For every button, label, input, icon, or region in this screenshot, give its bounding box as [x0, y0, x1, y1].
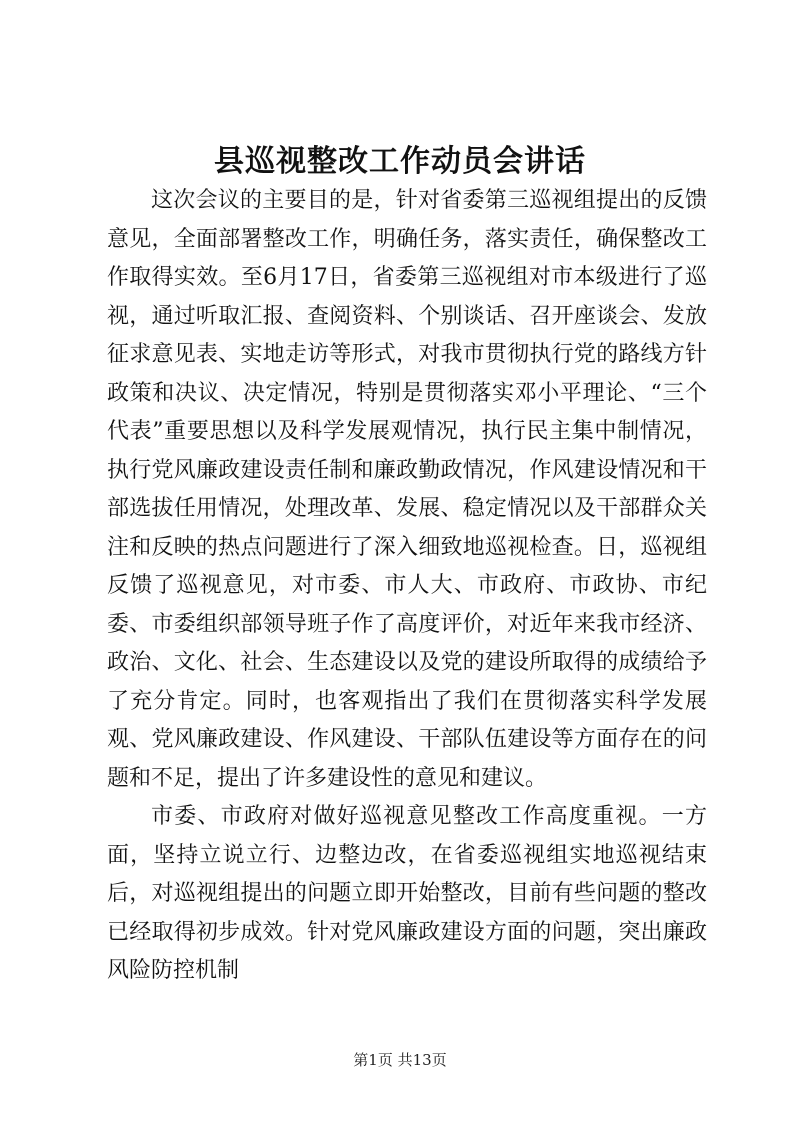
document-title: 县巡视整改工作动员会讲话: [214, 144, 586, 179]
paragraph: 这次会议的主要目的是，针对省委第三巡视组提出的反馈意见，全面部署整改工作，明确任务，落实责任，确保整改工作取得实效。至6月17日，省委第三巡视组对市本级进行了巡视，通过听取汇报、查阅资料、个别谈话、召开座谈会、发放征求意见表、实地走访等形式，对我市贯彻执行党的路线方针政策和决议、决定情况，特别是贯彻落实邓小平理论、“三个代表”重要思想以及科学发展观情况，执行民主集中制情况，执行党风廉政建设责任制和廉政勤政情况，作风建设情况和干部选拔任用情况，处理改革、发展、稳定情况以及干部群众关注和反映的热点问题进行了深入细致地巡视检查。日，巡视组反馈了巡视意见，对市委、市人大、市政府、市政协、市纪委、市委组织部领导班子作了高度评价，对近年来我市经济、政治、文化、社会、生态建设以及党的建设所取得的成绩给予了充分肯定。同时，也客观指出了我们在贯彻落实科学发展观、党风廉政建设、作风建设、干部队伍建设等方面存在的问题和不足，提出了许多建设性的意见和建议。: [107, 188, 707, 791]
document-body: [107, 182, 707, 991]
paragraph: 市委、市政府对做好巡视意见整改工作高度重视。一方面，坚持立说立行、边整边改，在省委巡视组实地巡视结束后，对巡视组提出的问题立即开始整改，目前有些问题的整改已经取得初步成效。针对党风廉政建设方面的问题，突出廉政风险防控机制: [107, 804, 707, 983]
page-number: 第1页 共13页: [353, 1051, 447, 1069]
